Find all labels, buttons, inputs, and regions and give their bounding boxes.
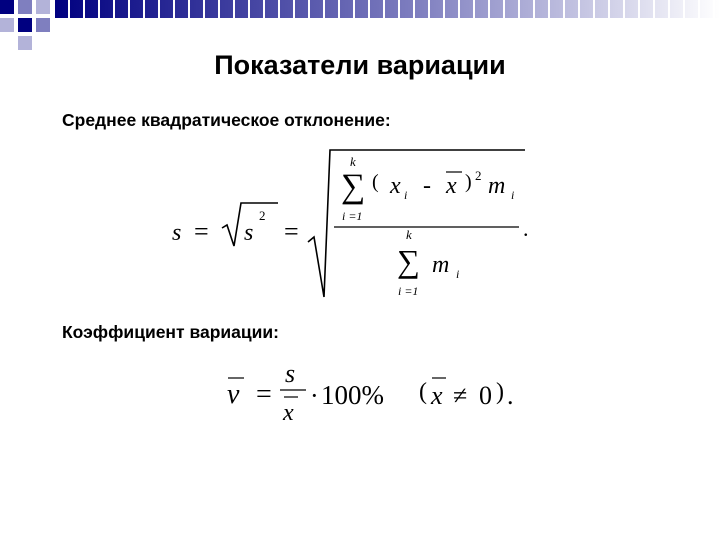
mi-den-sub: i: [456, 267, 460, 281]
mi-num-sub: i: [511, 188, 515, 202]
cv-numerator: s: [285, 359, 296, 388]
cond-var: x: [431, 381, 443, 410]
mi-den-base: m: [432, 252, 450, 278]
close-paren: ): [465, 171, 472, 193]
section-heading-std: Среднее квадратическое отклонение:: [62, 110, 391, 130]
mi-num-base: m: [488, 173, 506, 199]
cond-close: ): [496, 379, 504, 405]
std-radicand-exp: 2: [259, 208, 266, 223]
sum-upper-den: k: [406, 227, 412, 242]
minus-sign: -: [423, 173, 431, 199]
xi-base: x: [390, 173, 401, 199]
xbar-var: x: [446, 173, 457, 199]
std-eq-2: =: [284, 217, 299, 246]
section-heading-cv: Коэффициент вариации:: [62, 322, 279, 342]
cv-times: ·: [310, 381, 319, 410]
cv-percent: 100%: [321, 380, 384, 410]
cond-neq: ≠: [453, 381, 468, 410]
sq-exp: 2: [475, 168, 482, 183]
std-period: .: [523, 216, 529, 241]
sum-upper-num: k: [350, 154, 356, 169]
std-radicand-var: s: [244, 220, 254, 246]
sigma-icon: ∑: [397, 243, 420, 279]
cv-denominator: x: [283, 400, 294, 426]
cond-open: (: [419, 379, 427, 405]
sum-lower-num: i =1: [342, 209, 363, 223]
cond-zero: 0: [479, 381, 492, 410]
open-paren: (: [372, 171, 379, 193]
std-eq-1: =: [194, 217, 209, 246]
slide-title: Показатели вариации: [214, 50, 506, 80]
cv-lhs: v: [227, 379, 240, 410]
sum-lower-den: i =1: [398, 284, 419, 298]
sigma-icon: ∑: [341, 168, 366, 205]
xi-sub: i: [404, 188, 408, 202]
cv-period: .: [507, 381, 514, 410]
std-lhs: s: [172, 220, 182, 246]
cv-eq: =: [256, 379, 272, 410]
